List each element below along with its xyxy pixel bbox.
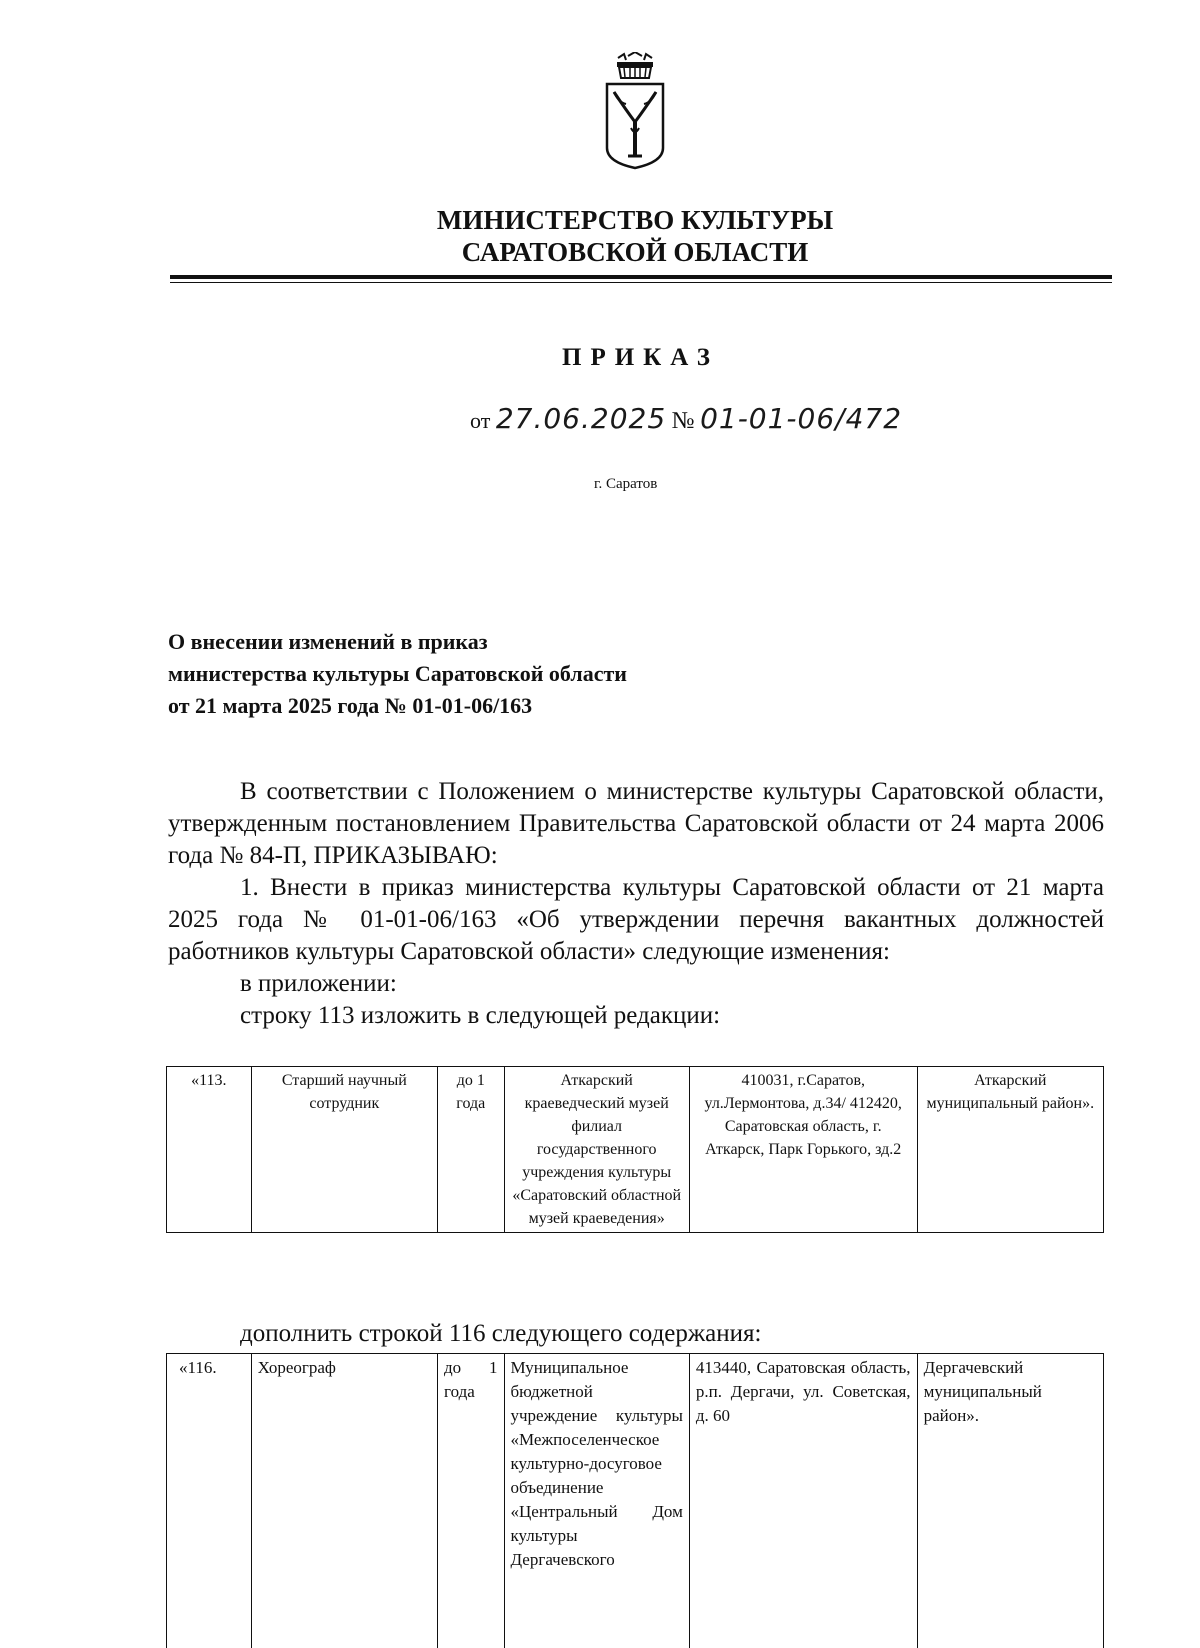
address-cell: 413440, Саратовская область, р.п. Дергачи, ул. Советская, д. 60: [689, 1354, 917, 1648]
subject-line2: министерства культуры Саратовской области: [168, 658, 627, 690]
district-cell: Дергачевский муниципальный район».: [917, 1354, 1103, 1648]
row-116-table: [166, 1353, 1104, 1648]
handwritten-date: 27.06.2025: [496, 402, 666, 435]
order-title: ПРИКАЗ: [562, 344, 719, 372]
row-116-instruction-block: [168, 1318, 1104, 1350]
order-city: г. Саратов: [594, 476, 657, 493]
subject-line3: от 21 марта 2025 года № 01-01-06/163: [168, 690, 627, 722]
row-116-instruction: дополнить строкой 116 следующего содержания:: [168, 1318, 1104, 1350]
row-113-table: [166, 1066, 1104, 1233]
row-113-instruction: строку 113 изложить в следующей редакции:: [168, 1000, 1104, 1032]
institution-cell: Аткарский краеведческий музей филиал государственного учреждения культуры «Саратовский областной музей краеведения»: [504, 1067, 689, 1233]
header-divider-thin: [170, 282, 1112, 283]
in-appendix-line: в приложении:: [168, 968, 1104, 1000]
term-cell: до 1 года: [438, 1354, 504, 1648]
date-prefix: от: [470, 408, 490, 433]
table-row: [167, 1067, 1104, 1233]
position-cell: Хореограф: [251, 1354, 437, 1648]
term-cell: до 1 года: [438, 1067, 504, 1233]
header-divider-thick: [170, 275, 1112, 279]
number-sign: №: [672, 408, 695, 434]
ministry-name-line2: САРАТОВСКОЙ ОБЛАСТИ: [0, 236, 1200, 268]
order-subject: [168, 626, 627, 722]
ministry-name-line1: МИНИСТЕРСТВО КУЛЬТУРЫ: [0, 204, 1200, 236]
point-1-paragraph: 1. Внести в приказ министерства культуры Саратовской области от 21 марта 2025 года № 01-01-06/163 «Об утверждении перечня вакантных должностей работников культуры Саратовской области» следующие изменения:: [168, 872, 1104, 968]
order-date-number-line: [470, 402, 902, 435]
subject-line1: О внесении изменений в приказ: [168, 626, 627, 658]
order-body: [168, 776, 1104, 1032]
row-number-cell: «116.: [167, 1354, 252, 1648]
address-cell: 410031, г.Саратов, ул.Лермонтова, д.34/ 412420, Саратовская область, г. Аткарск, Парк Горького, зд.2: [689, 1067, 917, 1233]
row-number-cell: «113.: [167, 1067, 252, 1233]
handwritten-order-number: 01-01-06/472: [700, 402, 902, 435]
preamble-paragraph: В соответствии с Положением о министерстве культуры Саратовской области, утвержденным постановлением Правительства Саратовской области от 24 марта 2006 года № 84-П, ПРИКАЗЫВАЮ:: [168, 776, 1104, 872]
position-cell: Старший научный сотрудник: [251, 1067, 437, 1233]
institution-cell: Муниципальное бюджетной учреждение культуры «Межпоселенческое культурно-досуговое объединение «Центральный Дом культуры Дергачевского: [504, 1354, 689, 1648]
table-row: [167, 1354, 1104, 1648]
district-cell: Аткарский муниципальный район».: [917, 1067, 1103, 1233]
coat-of-arms-emblem: [604, 52, 666, 170]
ministry-header: [0, 204, 1200, 268]
